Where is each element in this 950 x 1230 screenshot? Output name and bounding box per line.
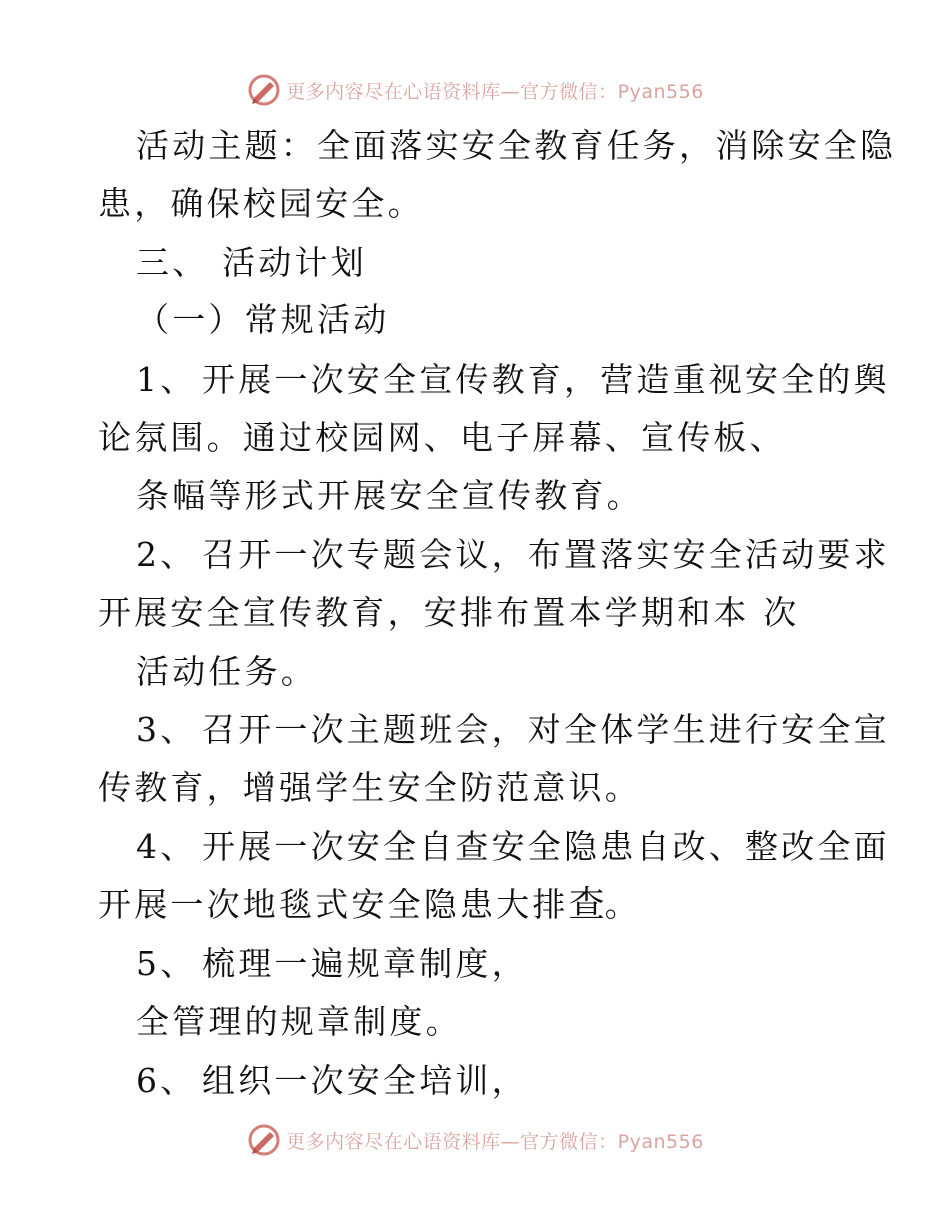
item-text: 梳理一遍规章制度， xyxy=(202,944,528,983)
footer-watermark xyxy=(0,1120,950,1160)
text-segment: 查 xyxy=(568,884,605,925)
header-watermark xyxy=(0,70,950,110)
watermark-text: 更多内容尽在心语资料库—官方微信：Pyan556 xyxy=(286,80,704,103)
item-number: 1、 xyxy=(136,360,197,399)
item-5 xyxy=(136,944,528,984)
item-3-continuation: 传教育，增强学生安全防范意识。 xyxy=(98,768,641,807)
item-2-continuation: 活动任务。 xyxy=(136,652,317,691)
text-segment: 开展一次地毯式安全隐患大排 xyxy=(98,885,569,924)
item-6 xyxy=(136,1061,528,1101)
item-text: 开展一次安全自查安全隐患自改、整改全面 xyxy=(202,827,890,866)
watermark-text: 更多内容尽在心语资料库—官方微信：Pyan556 xyxy=(286,1130,704,1153)
item-5-continuation: 全管理的规章制度。 xyxy=(136,1002,462,1041)
theme-line-1: 活动主题：全面落实安全教育任务，消除安全隐 xyxy=(136,126,897,165)
item-text: 开展一次安全宣传教育，营造重视安全的舆 xyxy=(202,360,890,399)
item-number: 4、 xyxy=(136,827,197,866)
item-text: 召开一次专题会议，布置落实安全活动要求 xyxy=(202,535,890,574)
theme-line-2: 患，确保校园安全。 xyxy=(98,184,424,223)
item-number: 6、 xyxy=(136,1061,197,1100)
item-number: 3、 xyxy=(136,710,197,749)
item-text: 召开一次主题班会，对全体学生进行安全宣 xyxy=(202,710,890,749)
item-number: 2、 xyxy=(136,535,197,574)
item-2 xyxy=(136,535,890,575)
item-3 xyxy=(136,710,890,750)
pen-logo-icon xyxy=(246,72,282,108)
item-2-continuation: 开展安全宣传教育，安排布置本学期和本 次 xyxy=(98,593,800,632)
item-text: 组织一次安全培训， xyxy=(202,1061,528,1100)
item-1 xyxy=(136,360,890,400)
pen-logo-icon xyxy=(246,1122,282,1158)
item-1-continuation: 论氛围。通过校园网、电子屏幕、宣传板、 xyxy=(98,418,786,457)
text-segment: 。 xyxy=(604,885,641,924)
item-1-continuation: 条幅等形式开展安全宣传教育。 xyxy=(136,476,643,515)
item-4-continuation xyxy=(98,885,641,925)
section-heading: 三、 活动计划 xyxy=(136,243,367,282)
item-4 xyxy=(136,827,890,867)
item-number: 5、 xyxy=(136,944,197,983)
subsection-heading: （一）常规活动 xyxy=(136,300,390,339)
